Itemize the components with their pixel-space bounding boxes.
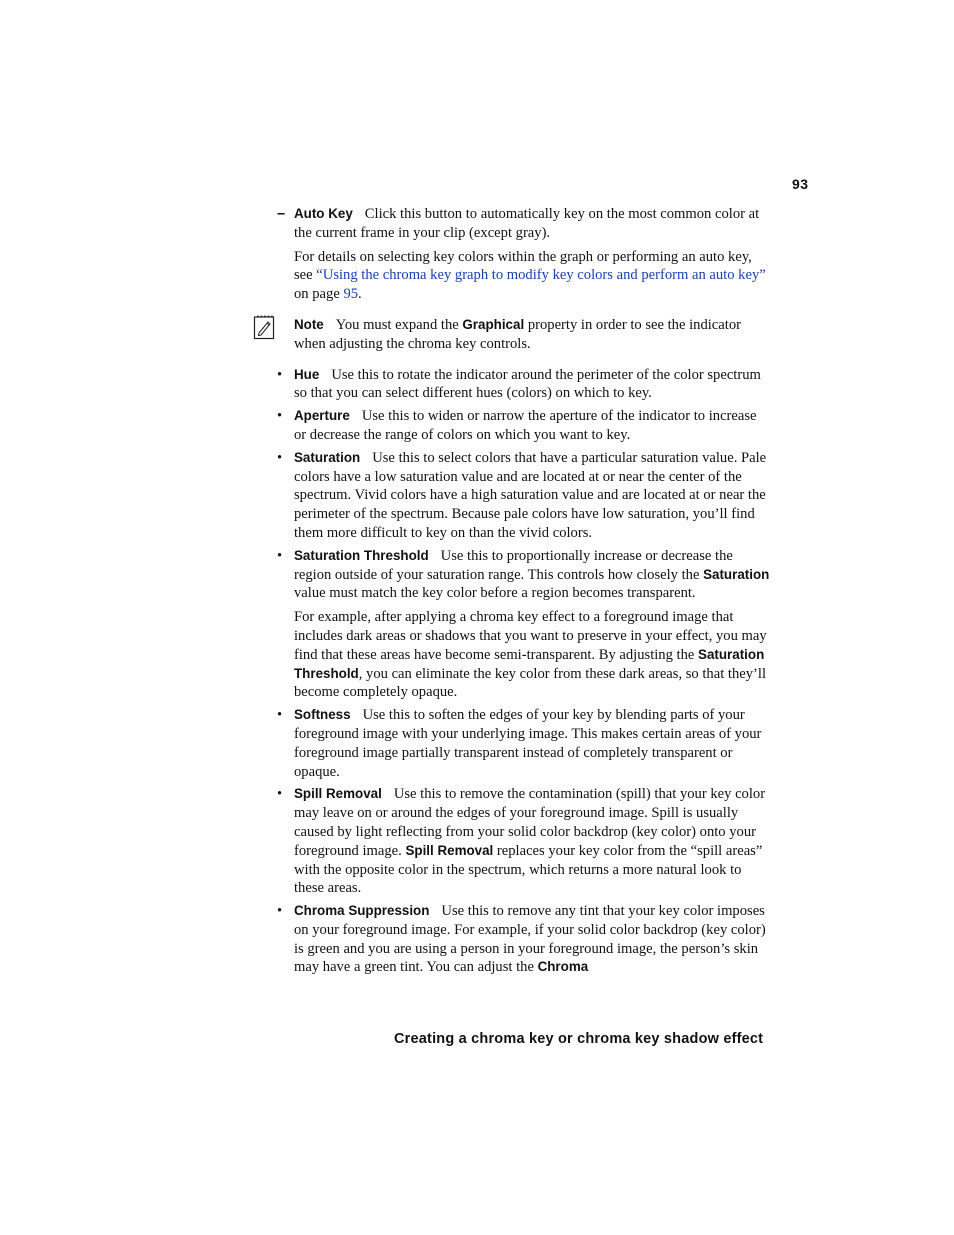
details-paragraph: For details on selecting key colors within the graph or performing an auto key, see “Using the chroma key graph to modify key colors and perform an auto key” on page 95. <box>294 248 766 303</box>
note-label: Note <box>294 316 324 332</box>
saturation-threshold-example: For example, after applying a chroma key effect to a foreground image that includes dark areas or shadows that you want to preserve in your effect, you may find that these areas have become semi-transparent. By adjusting the Saturation Threshold, you can eliminate the key color from these dark areas, so that they’ll become completely opaque. <box>294 609 767 701</box>
page-95-link[interactable]: 95 <box>343 286 359 303</box>
bullet-marker: • <box>277 707 283 724</box>
chroma-key-graph-link[interactable]: “Using the chroma key graph to modify key colors and perform an auto key” <box>316 267 766 284</box>
list-item-hue: • Hue Use this to rotate the indicator around the perimeter of the color spectrum so that you can select different hues (colors) on which to key. <box>277 366 761 402</box>
page-body <box>277 205 772 981</box>
notepad-pencil-icon <box>253 314 275 340</box>
list-item-chroma-suppression: • Chroma Suppression Use this to remove any tint that your key color imposes on your foreground image. For example, if your solid color backdrop (key color) is green and you are using a person in your foreground image, the person’s skin may have a green tint. You can adjust the Chroma <box>277 903 766 976</box>
note-block: Note You must expand the Graphical property in order to see the indicator when adjusting the chroma key controls. <box>294 316 772 354</box>
page-number: 93 <box>792 176 809 192</box>
bullet-marker: • <box>277 366 283 383</box>
auto-key-item <box>277 205 772 243</box>
list-item-aperture: • Aperture Use this to widen or narrow the aperture of the indicator to increase or decrease the range of colors on which you want to key. <box>277 408 757 443</box>
dash-marker: – <box>277 206 286 222</box>
bullet-marker: • <box>277 786 283 803</box>
auto-key-term: Auto Key <box>294 206 353 221</box>
bullet-marker: • <box>277 449 283 466</box>
list-item-softness: • Softness Use this to soften the edges of your key by blending parts of your foreground image with your underlying image. This makes certain areas of your foreground image partially transparent instead of completely transparent or opaque. <box>277 707 762 780</box>
bullet-marker: • <box>277 408 283 425</box>
auto-key-text: Click this button to automatically key on the most common color at the current frame in your clip (except gray). <box>294 206 760 241</box>
list-item-spill-removal: • Spill Removal Use this to remove the contamination (spill) that your key color may leave on or around the edges of your foreground image. Spill is usually caused by light reflecting from your solid color backdrop (key color) onto your foreground image. Spill Removal replaces your key color from the “spill areas” with the opposite color in the spectrum, which returns a more natural look to these areas. <box>277 786 766 897</box>
bullet-marker: • <box>277 547 283 564</box>
bullet-marker: • <box>277 903 283 920</box>
graphical-term: Graphical <box>462 316 525 332</box>
list-item-saturation-threshold: • Saturation Threshold Use this to proportionally increase or decrease the region outside of your saturation range. This controls how closely the Saturation value must match the key color before a region becomes transparent. For example, after applying a chroma key effect to a foreground image that includes dark areas or shadows that you want to preserve in your effect, you may find that these areas have become semi-transparent. By adjusting the Saturation Threshold, you can eliminate the key color from these dark areas, so that they’ll become completely opaque. <box>294 547 772 702</box>
control-list <box>277 366 772 978</box>
running-footer: Creating a chroma key or chroma key shadow effect <box>394 1031 764 1047</box>
list-item-saturation: • Saturation Use this to select colors that have a particular saturation value. Pale colors have a low saturation value and are located at or near the center of the spectrum. Vivid colors have a high saturation value and are located at or near the perimeter of the spectrum. Because pale colors have low saturation, you’ll find them more difficult to key on than the vivid colors. <box>277 449 767 541</box>
